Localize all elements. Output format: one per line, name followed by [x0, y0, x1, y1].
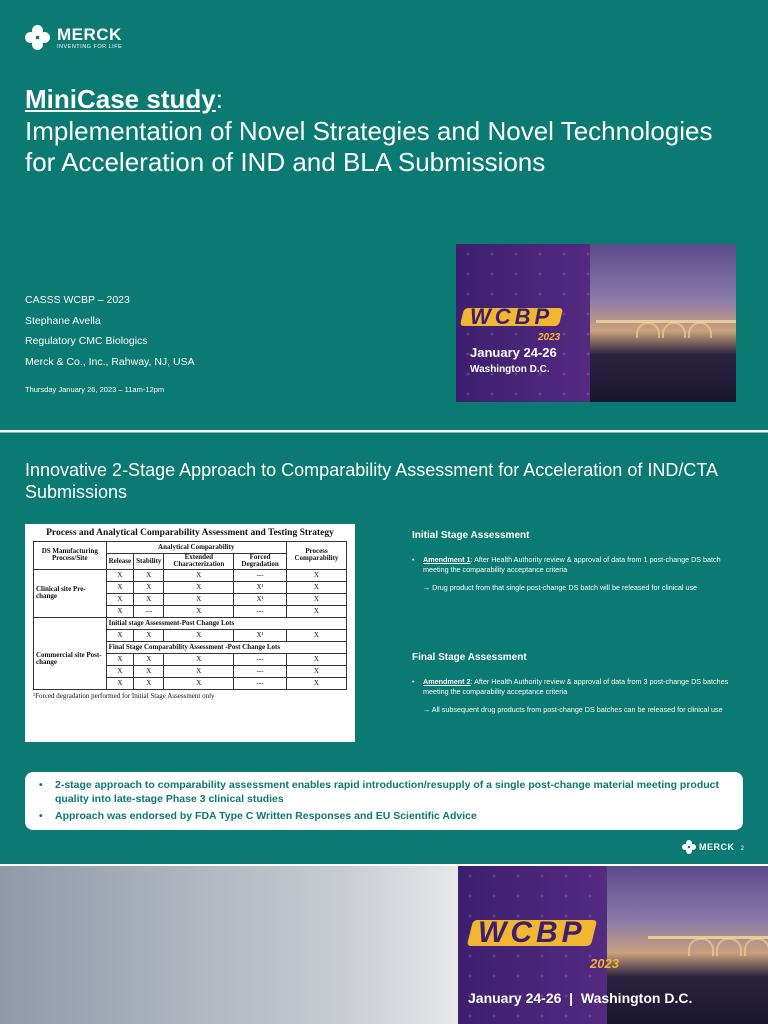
- col-header-ds: DS Manufacturing Process/Site: [34, 542, 107, 570]
- final-stage-heading: Final Stage Assessment: [412, 652, 527, 663]
- key-point: • Approach was endorsed by FDA Type C Written Responses and EU Scientific Advice: [35, 809, 731, 823]
- row-label-clinical: Clinical site Pre-change: [34, 569, 107, 617]
- title-slide: [0, 0, 768, 430]
- table-footnote: ¹Forced degradation performed for Initial Stage Assessment only: [33, 691, 215, 700]
- final-arrow-note: → All subsequent drug products from post-change DS batches can be released for clinical use: [423, 705, 723, 715]
- table-row: X X X --- X: [34, 677, 347, 689]
- table-title: Process and Analytical Comparability Assessment and Testing Strategy: [46, 528, 334, 538]
- wcbp-banner: [456, 244, 736, 402]
- table-row: X X X --- X: [34, 653, 347, 665]
- slide-title: Innovative 2-Stage Approach to Comparability Assessment for Acceleration of IND/CTA Submissions: [25, 460, 718, 502]
- wcbp-year: 2023: [538, 332, 561, 343]
- date-line: Thursday January 26, 2023 – 11am-12pm: [25, 385, 165, 394]
- table-row: Clinical site Pre-change X X X --- X: [34, 569, 347, 581]
- amendment-1: • Amendment 1: After Health Authority review & approval of data from 1 post-change DS batch meeting the comparability acceptance criteria: [412, 555, 747, 575]
- footer-merck-logo: MERCK: [682, 840, 735, 854]
- merck-logo-icon: [25, 25, 51, 51]
- table-row: X --- X --- X: [34, 605, 347, 617]
- col-header-forced: Forced Degradation: [234, 554, 287, 570]
- final-stage-section: [412, 652, 747, 715]
- col-header-stability: Stability: [134, 554, 164, 570]
- col-header-extended: Extended Characterization: [164, 554, 234, 570]
- content-slide: [0, 432, 768, 864]
- merck-logo-icon: [682, 840, 696, 854]
- wcbp-logo: WCBP: [470, 304, 553, 330]
- event-city: Washington D.C.: [470, 364, 550, 375]
- page-number: 2: [740, 846, 744, 852]
- wcbp-logo: WCBP: [478, 916, 586, 950]
- strategy-table: [33, 541, 347, 690]
- table-row: X X X X¹ X: [34, 581, 347, 593]
- info-line: CASSS WCBP – 2023: [25, 294, 130, 306]
- amendment-2: • Amendment 2: After Health Authority review & approval of data from 3 post-change DS batches meeting the comparability acceptance criteria: [412, 677, 747, 697]
- col-header-release: Release: [106, 554, 134, 570]
- strategy-table-panel: [25, 524, 355, 742]
- initial-stage-heading: Initial Stage Assessment: [412, 530, 530, 541]
- event-dates: January 24-26: [470, 345, 557, 360]
- initial-stage-section: [412, 530, 747, 593]
- col-header-analytical: Analytical Comparability: [106, 542, 286, 554]
- table-row: Commercial site Post-change X X X X¹ X: [34, 629, 347, 641]
- row-label-commercial: Commercial site Post-change: [34, 629, 107, 689]
- info-line: Stephane Avella: [25, 314, 101, 327]
- table-row: X X X --- X: [34, 665, 347, 677]
- presenter-info: [25, 290, 195, 401]
- merck-logo: MERCK INVENTING FOR LIFE: [25, 25, 122, 51]
- partial-slide: [0, 866, 768, 1024]
- key-points-callout: [25, 772, 743, 830]
- title-rest: Implementation of Novel Strategies and Novel Technologies for Acceleration of IND and BLA Submissions: [25, 115, 713, 178]
- event-dates: January 24-26 | Washington D.C.: [468, 990, 693, 1006]
- info-line: Regulatory CMC Biologics: [25, 335, 148, 347]
- slide-title: MiniCase study: Implementation of Novel Strategies and Novel Technologies for Acceleration of IND and BLA Submissions: [25, 84, 713, 178]
- wcbp-banner-large: [458, 866, 768, 1024]
- initial-stage-header: Initial stage Assessment-Post Change Lots: [106, 617, 346, 629]
- initial-arrow-note: → Drug product from that single post-change DS batch will be released for clinical use: [423, 583, 698, 593]
- table-row: [34, 617, 347, 629]
- final-stage-header: Final Stage Comparability Assessment -Post Change Lots: [106, 641, 346, 653]
- col-header-process: Process Comparability: [286, 542, 346, 570]
- key-point: • 2-stage approach to comparability assessment enables rapid introduction/resupply of a single post-change material meeting product quality into late-stage Phase 3 clinical studies: [35, 778, 731, 806]
- wcbp-year: 2023: [590, 956, 619, 971]
- table-row: X X X X¹ X: [34, 593, 347, 605]
- info-line: Merck & Co., Inc., Rahway, NJ, USA: [25, 355, 195, 368]
- minicase-label: MiniCase study: [25, 84, 216, 114]
